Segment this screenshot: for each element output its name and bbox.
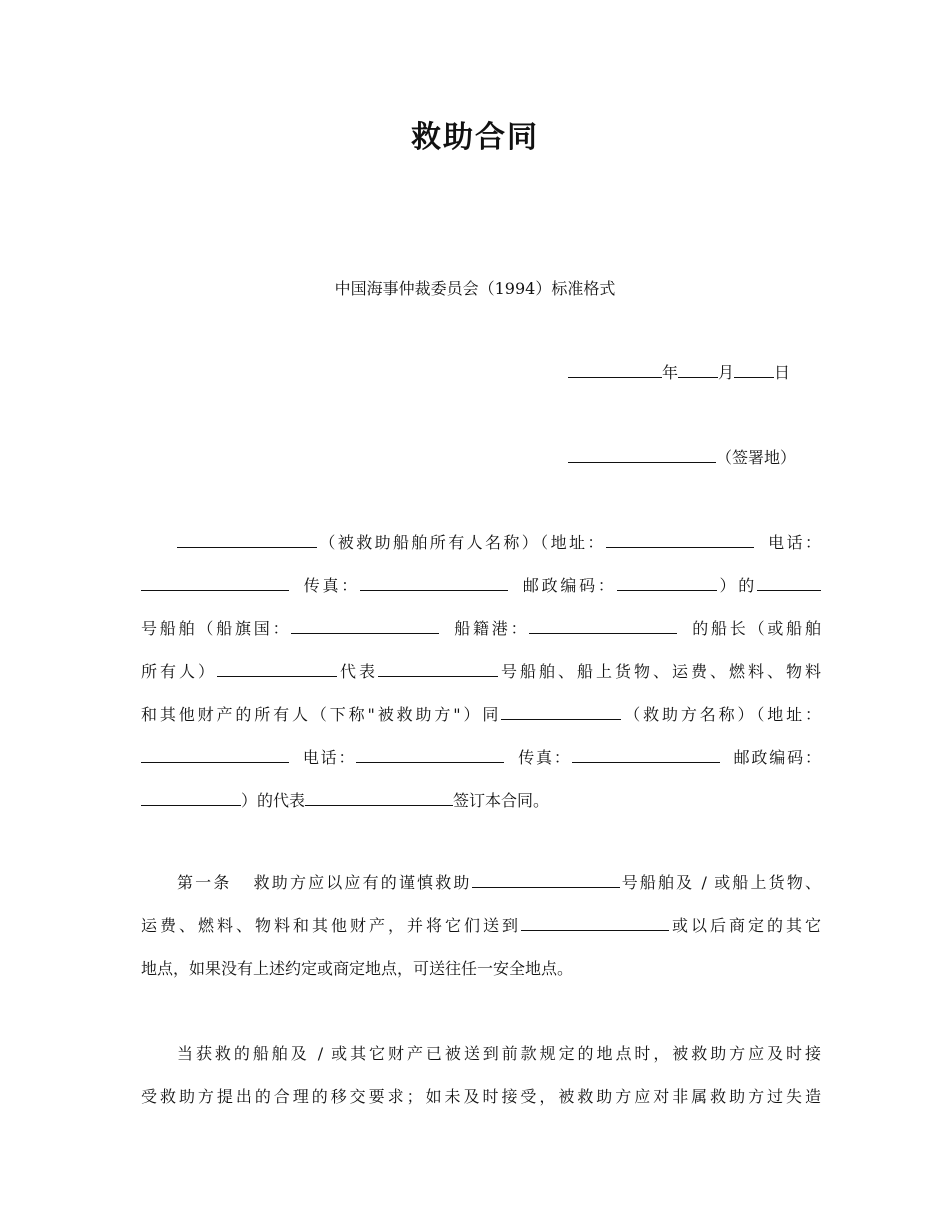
salvor-address-blank[interactable] (141, 761, 289, 763)
document-title: 救助合同 (411, 120, 539, 155)
salvor-name-label: （救助方名称）（地址： (621, 705, 821, 724)
signing-place-line (568, 445, 796, 468)
representative-label: ）的代表 (241, 791, 306, 810)
salvor-postcode-blank[interactable] (141, 804, 241, 806)
registry-port-blank[interactable] (529, 632, 677, 634)
month-label: 月 (718, 363, 735, 382)
ship-flag-label: 号船舶（船旗国： (141, 619, 292, 638)
captain-label: 的船长（或船舶 (689, 619, 821, 638)
preamble-paragraph (141, 521, 821, 822)
cargo-label: 号船舶、船上货物、运费、燃料、物料 (498, 662, 821, 681)
vessel-number-blank[interactable] (378, 675, 498, 677)
article-1-text-b: 号船舶及 / 或船上货物、 (619, 873, 821, 892)
captain-name-blank[interactable] (217, 675, 337, 677)
salvor-name-blank[interactable] (501, 718, 621, 720)
preamble-line-2 (141, 564, 821, 607)
flag-state-blank[interactable] (291, 632, 439, 634)
preamble-line-5 (141, 693, 821, 736)
owner-fax-blank[interactable] (360, 589, 508, 591)
fax-label: 传真： (301, 576, 361, 595)
on-behalf-label: 代表 (337, 662, 378, 681)
postcode-label: 邮政编码： (520, 576, 617, 595)
preamble-line-6 (141, 736, 821, 779)
article-1-line-1 (141, 861, 821, 904)
signed-label: 签订本合同。 (453, 791, 550, 810)
article-1-heading: 第一条 (177, 873, 232, 892)
owner-phone-blank[interactable] (141, 589, 289, 591)
article-1-text-a: 救助方应以应有的谨慎救助 (251, 873, 472, 892)
owner-postcode-blank[interactable] (617, 589, 717, 591)
article-1-text-e: 地点，如果没有上述约定或商定地点，可送往任一安全地点。 (141, 959, 574, 978)
ship-name-blank[interactable] (757, 589, 821, 591)
preamble-line-4 (141, 650, 821, 693)
salvor-fax-label: 传真： (516, 748, 572, 767)
owner-address-blank[interactable] (606, 546, 754, 548)
document-subtitle: 中国海事仲裁委员会（1994）标准格式 (334, 279, 616, 298)
year-blank[interactable] (568, 376, 662, 378)
article-1-line-2 (141, 904, 821, 947)
owner-name-label: （被救助船舶所有人名称）（地址： (317, 533, 606, 552)
signing-place-blank[interactable] (568, 461, 716, 463)
article-1-para2-line-2: 受救助方提出的合理的移交要求；如未及时接受，被救助方应对非属救助方过失造 (141, 1087, 821, 1106)
article-1-paragraph (141, 861, 821, 990)
others-label: 和其他财产的所有人（下称"被救助方"）同 (141, 705, 502, 724)
phone-label: 电话： (765, 533, 821, 552)
day-label: 日 (774, 363, 791, 382)
salvor-phone-label: 电话： (301, 748, 357, 767)
registry-label: 船籍港： (451, 619, 530, 638)
owner-label: 所有人） (141, 662, 217, 681)
representative-blank[interactable] (305, 804, 453, 806)
signing-place-label: （签署地） (716, 448, 797, 467)
salvor-postcode-label: 邮政编码： (731, 748, 821, 767)
date-line (568, 360, 790, 383)
salvaged-vessel-blank[interactable] (472, 886, 620, 888)
year-label: 年 (662, 363, 679, 382)
preamble-line-7 (141, 779, 821, 822)
destination-blank[interactable] (521, 929, 669, 931)
preamble-line-1 (141, 521, 821, 564)
preamble-line-3 (141, 607, 821, 650)
article-1-paragraph-2 (141, 1032, 821, 1118)
salvor-phone-blank[interactable] (356, 761, 504, 763)
article-1-text-d: 或以后商定的其它 (668, 916, 821, 935)
article-1-para2-line-1: 当获救的船舶及 / 或其它财产已被送到前款规定的地点时，被救助方应及时接 (177, 1044, 821, 1063)
day-blank[interactable] (734, 376, 774, 378)
salvor-fax-blank[interactable] (572, 761, 720, 763)
of-label: ）的 (716, 576, 757, 595)
article-1-line-3 (141, 947, 821, 990)
article-1-text-c: 运费、燃料、物料和其他财产，并将它们送到 (141, 916, 521, 935)
month-blank[interactable] (678, 376, 718, 378)
owner-name-blank[interactable] (177, 546, 317, 548)
